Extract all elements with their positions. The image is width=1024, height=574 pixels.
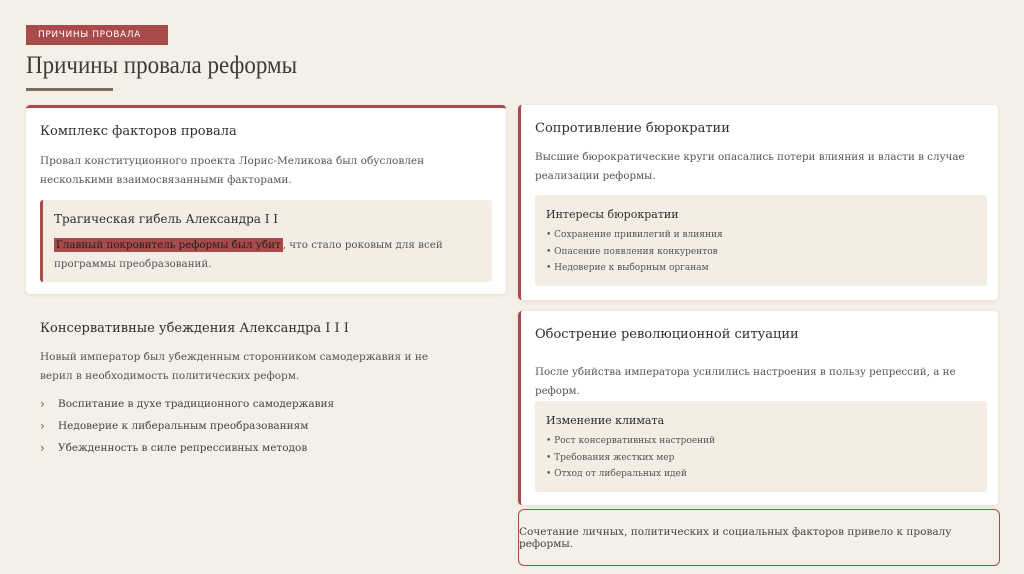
- highlight-phrase: Главный покровитель реформы был убит: [56, 239, 281, 251]
- card-bureaucracy-title: Сопротивление бюрократии: [535, 121, 730, 136]
- card-conservative: [26, 310, 506, 470]
- section-badge: ПРИЧИНЫ ПРОВАЛА: [26, 25, 168, 45]
- card-revolution-text: После убийства императора усилились настроения в пользу репрессий, а не реформ.: [535, 366, 956, 397]
- list-item: • Требования жестких мер: [546, 452, 675, 463]
- card-revolution-title: Обострение революционной ситуации: [535, 327, 799, 342]
- list-item: • Рост консервативных настроений: [546, 436, 716, 446]
- list-item: › Убежденность в силе репрессивных методов: [40, 437, 334, 459]
- summary-box: [518, 509, 1000, 566]
- list-item: • Недоверие к выборным органам: [546, 263, 709, 273]
- tragic-death-text: [54, 236, 484, 274]
- title-underline: [26, 88, 113, 91]
- card-revolution: [518, 311, 998, 505]
- climate-change-box: [535, 401, 987, 492]
- list-item: • Отход от либеральных идей: [546, 469, 687, 479]
- card-factors-text: Провал конституционного проекта Лорис-Меликова был обусловлен несколькими взаимосвязанными факторами.: [40, 155, 425, 186]
- card-conservative-text: Новый император был убежденным сторонником самодержавия и не верил в необходимость политических реформ.: [40, 351, 429, 382]
- climate-bullets: [546, 433, 715, 483]
- tragic-death-box: [40, 200, 492, 282]
- chevron-right-icon: ›: [40, 397, 45, 411]
- tragic-death-title: Трагическая гибель Александра I I: [54, 212, 279, 226]
- card-bureaucracy-text: Высшие бюрократические круги опасались потери влияния и власти в случае реализации реформы.: [535, 151, 965, 182]
- list-item: › Воспитание в духе традиционного самодержавия: [40, 393, 334, 415]
- bureaucracy-interests-title: Интересы бюрократии: [546, 208, 679, 221]
- bureaucracy-interests-box: [535, 195, 987, 286]
- chevron-right-icon: ›: [40, 441, 45, 455]
- card-bureaucracy: [518, 105, 998, 300]
- summary-text: Сочетание личных, политических и социальных факторов привело к провалу реформы.: [519, 525, 952, 550]
- card-conservative-title: Консервативные убеждения Александра I I I: [40, 321, 349, 336]
- list-item: • Сохранение привилегий и влияния: [546, 230, 723, 240]
- page-title: Причины провала реформы: [26, 52, 298, 79]
- card-factors: [26, 105, 506, 294]
- list-item: › Недоверие к либеральным преобразованиям: [40, 415, 334, 437]
- climate-change-title: Изменение климата: [546, 414, 665, 427]
- chevron-right-icon: ›: [40, 419, 45, 433]
- bureaucracy-bullets: [546, 227, 723, 277]
- list-item: • Опасение появления конкурентов: [546, 246, 718, 257]
- card-factors-title: Комплекс факторов провала: [40, 124, 237, 139]
- tragic-death-rest: , что стало роковым для всей программы преобразований.: [54, 239, 443, 270]
- conservative-list: [40, 393, 334, 459]
